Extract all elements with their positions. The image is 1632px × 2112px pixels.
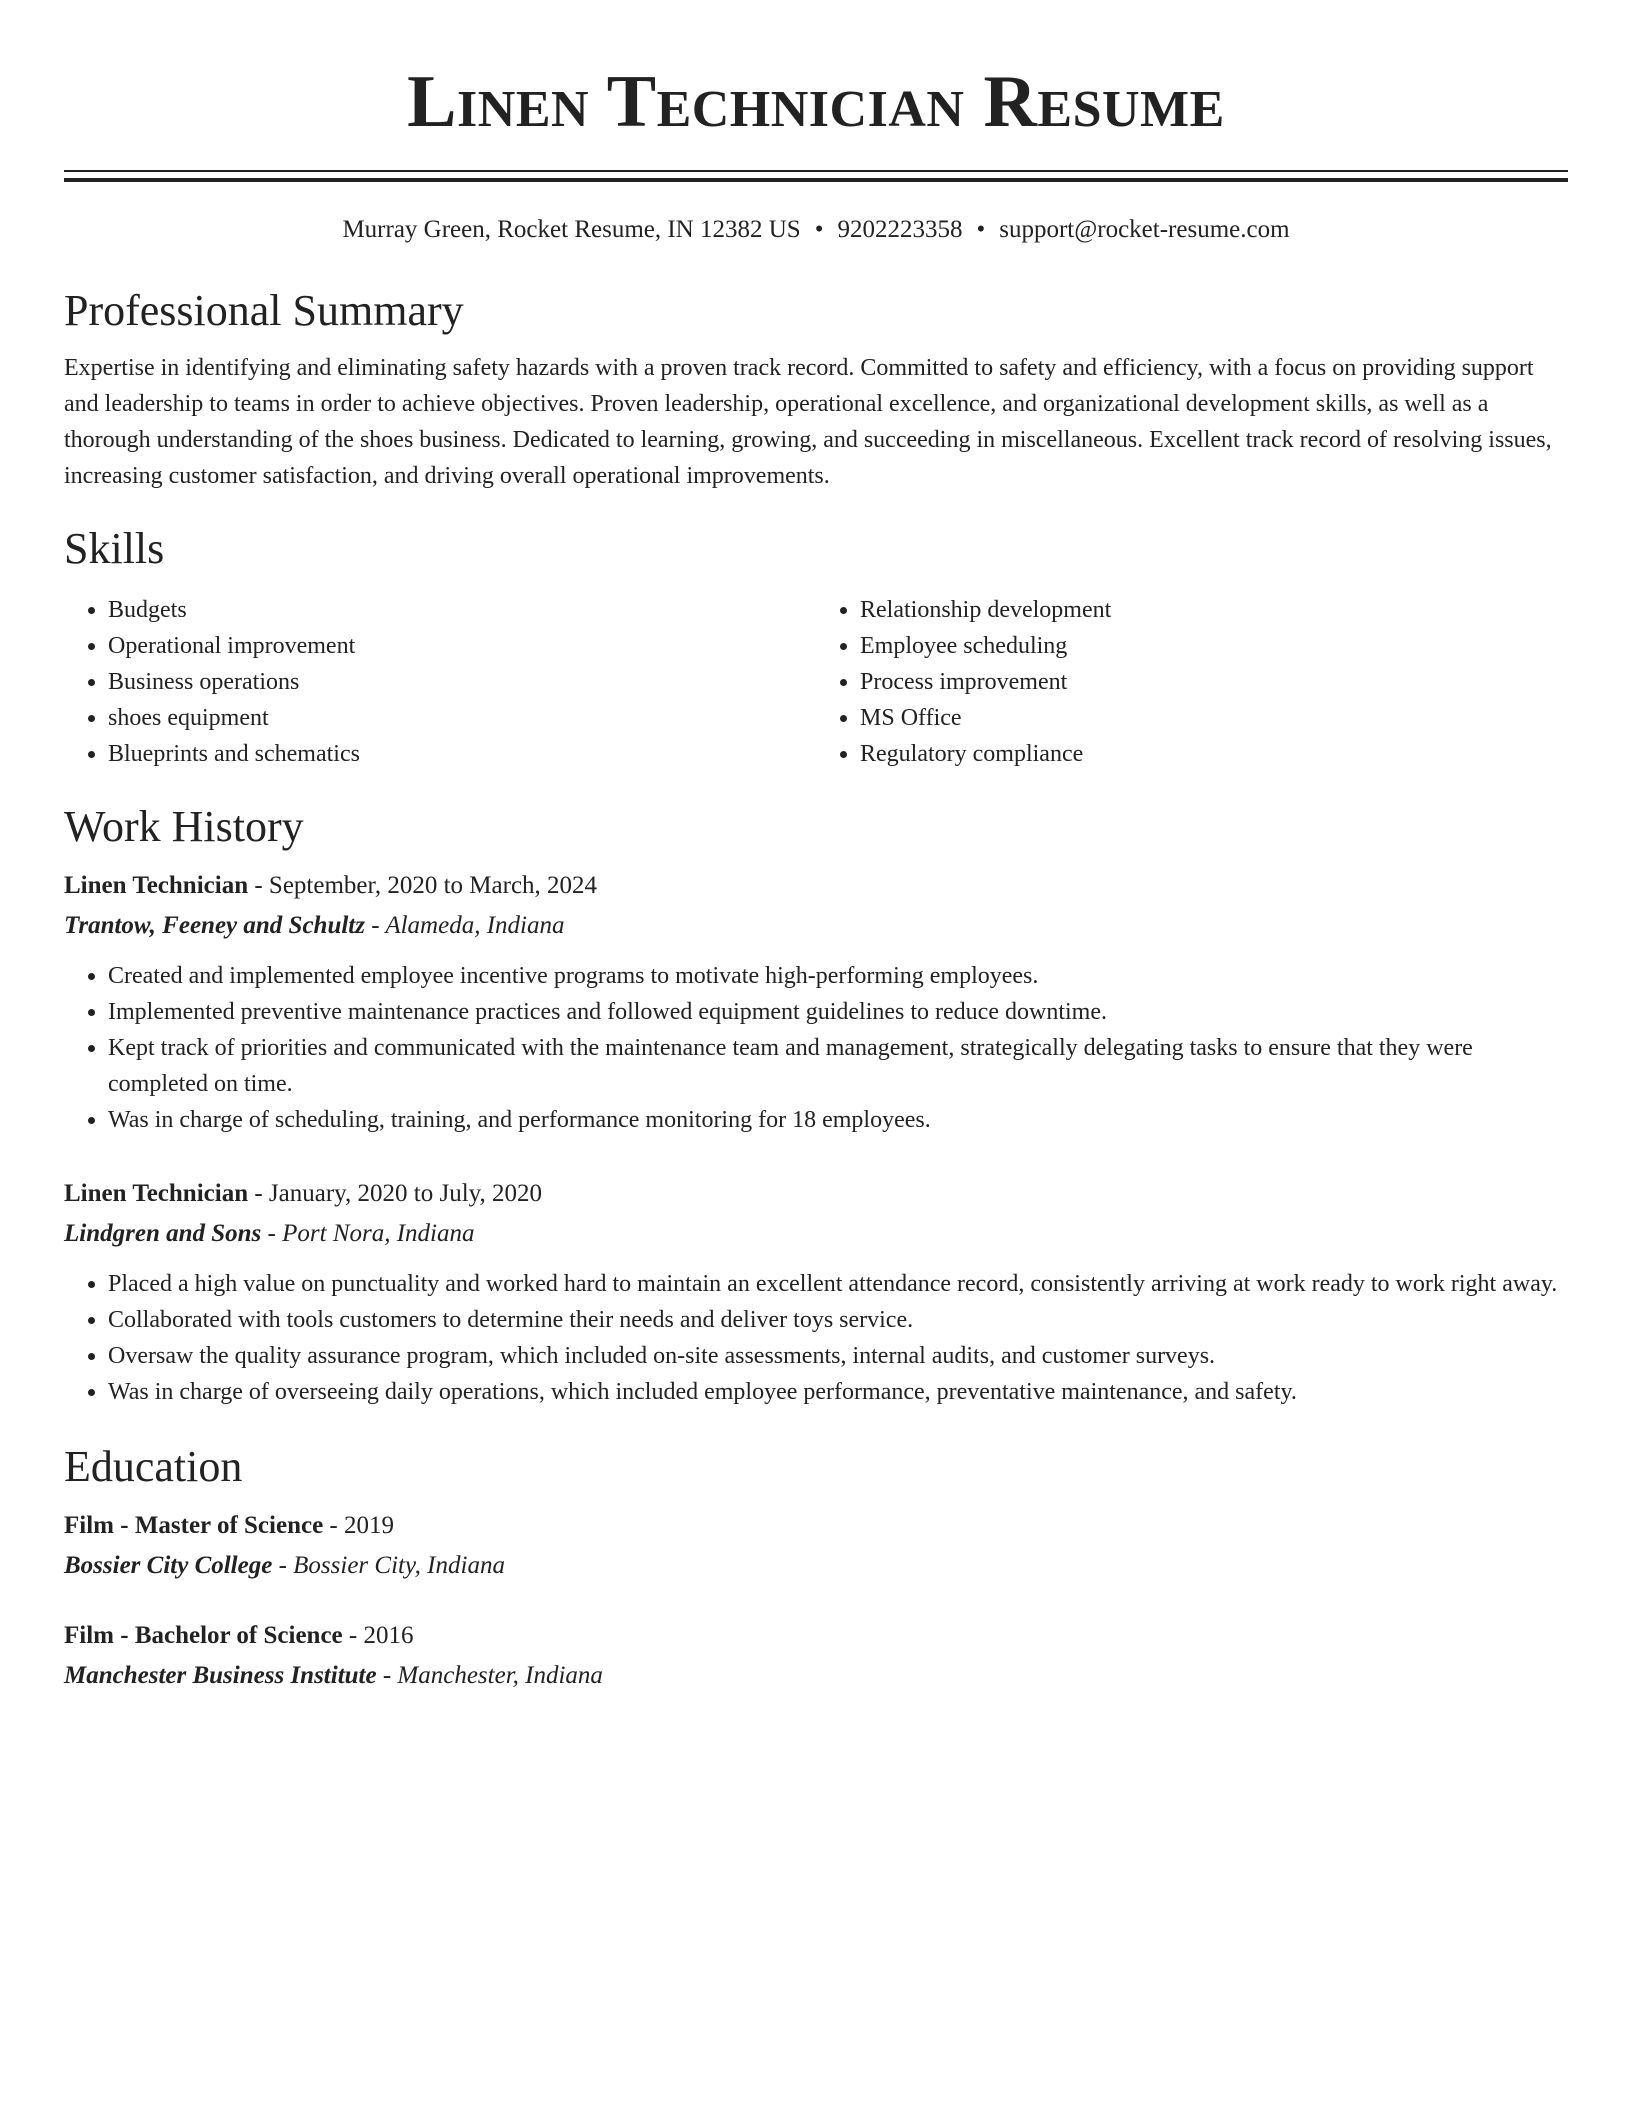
resume-title: Linen Technician Resume <box>407 61 1225 143</box>
job-bullet: • Was in charge of scheduling, training, and performance monitoring for 18 employees. <box>108 1102 1568 1138</box>
contact-line <box>64 214 1568 246</box>
contact-phone: 9202223358 <box>837 216 963 243</box>
section-heading-education: Education <box>64 1442 243 1491</box>
skill-item: • Regulatory compliance <box>860 736 1568 772</box>
education-header <box>64 1506 1568 1546</box>
job-header <box>64 1174 1568 1214</box>
education-school: Bossier City College <box>64 1552 273 1579</box>
job-bullet: • Created and implemented employee incentive programs to motivate high-performing employees. <box>108 958 1568 994</box>
section-heading-summary: Professional Summary <box>64 286 464 335</box>
skill-item: • Operational improvement <box>108 628 816 664</box>
skills-list <box>64 592 1568 772</box>
job-dates: - September, 2020 to March, 2024 <box>248 872 598 899</box>
education-entry <box>64 1616 1568 1696</box>
job-bullet: • Collaborated with tools customers to determine their needs and deliver toys service. <box>108 1302 1568 1338</box>
summary-text: Expertise in identifying and eliminating safety hazards with a proven track record. Committed to safety and efficiency, with a focus on providing support and leadership to teams in order to achieve objectives. Proven leadership, operational excellence, and organizational development skills, as well as a thorough understanding of the shoes business. Dedicated to learning, growing, and succeeding in miscellaneous. Excellent track record of resolving issues, increasing customer satisfaction, and driving overall operational improvements. <box>64 355 1552 489</box>
skill-item: • shoes equipment <box>108 700 816 736</box>
job-bullet: • Oversaw the quality assurance program, which included on-site assessments, internal audits, and customer surveys. <box>108 1338 1568 1374</box>
job-employer <box>64 906 1568 946</box>
job-bullets <box>64 958 1568 1138</box>
job-title: Linen Technician <box>64 1180 249 1207</box>
job-bullet: • Was in charge of overseeing daily operations, which included employee performance, preventative maintenance, and safety. <box>108 1374 1568 1410</box>
job-bullet: • Implemented preventive maintenance practices and followed equipment guidelines to reduce downtime. <box>108 994 1568 1030</box>
job-bullet: • Placed a high value on punctuality and worked hard to maintain an excellent attendance record, consistently arriving at work ready to work right away. <box>108 1266 1568 1302</box>
job-employer <box>64 1214 1568 1254</box>
contact-address: Murray Green, Rocket Resume, IN 12382 US <box>342 216 801 243</box>
section-heading-work-history: Work History <box>64 802 304 851</box>
title-divider-thin <box>64 170 1568 172</box>
skill-item: • Relationship development <box>860 592 1568 628</box>
education-degree: Film - Master of Science <box>64 1512 324 1539</box>
contact-email: support@rocket-resume.com <box>999 216 1290 243</box>
skill-item: • Business operations <box>108 664 816 700</box>
skill-item: • Employee scheduling <box>860 628 1568 664</box>
education-year: - 2016 <box>342 1622 414 1649</box>
skill-item: • Blueprints and schematics <box>108 736 816 772</box>
job-bullets <box>64 1266 1568 1410</box>
job-header <box>64 866 1568 906</box>
job-title: Linen Technician <box>64 872 249 899</box>
education-location: - Manchester, Indiana <box>376 1662 603 1689</box>
skill-item: • MS Office <box>860 700 1568 736</box>
job-company: Lindgren and Sons <box>64 1220 262 1247</box>
contact-separator: • <box>814 216 824 243</box>
section-heading-skills: Skills <box>64 524 165 573</box>
education-school: Manchester Business Institute <box>64 1662 377 1689</box>
education-header <box>64 1616 1568 1656</box>
education-institution <box>64 1546 1568 1586</box>
skills-column-right <box>816 592 1568 772</box>
education-institution <box>64 1656 1568 1696</box>
job-bullet: • Kept track of priorities and communicated with the maintenance team and management, strategically delegating tasks to ensure that they were completed on time. <box>108 1030 1568 1102</box>
job-location: - Port Nora, Indiana <box>261 1220 475 1247</box>
contact-separator: • <box>976 216 986 243</box>
job-dates: - January, 2020 to July, 2020 <box>248 1180 543 1207</box>
skills-column-left <box>64 592 816 772</box>
education-degree: Film - Bachelor of Science <box>64 1622 343 1649</box>
title-divider-thick <box>64 178 1568 182</box>
skill-item: • Process improvement <box>860 664 1568 700</box>
job-company: Trantow, Feeney and Schultz <box>64 912 365 939</box>
skill-item: • Budgets <box>108 592 816 628</box>
job-location: - Alameda, Indiana <box>364 912 565 939</box>
education-year: - 2019 <box>323 1512 394 1539</box>
education-entry <box>64 1506 1568 1586</box>
education-location: - Bossier City, Indiana <box>272 1552 505 1579</box>
job-entry <box>64 1174 1568 1410</box>
job-entry <box>64 866 1568 1138</box>
